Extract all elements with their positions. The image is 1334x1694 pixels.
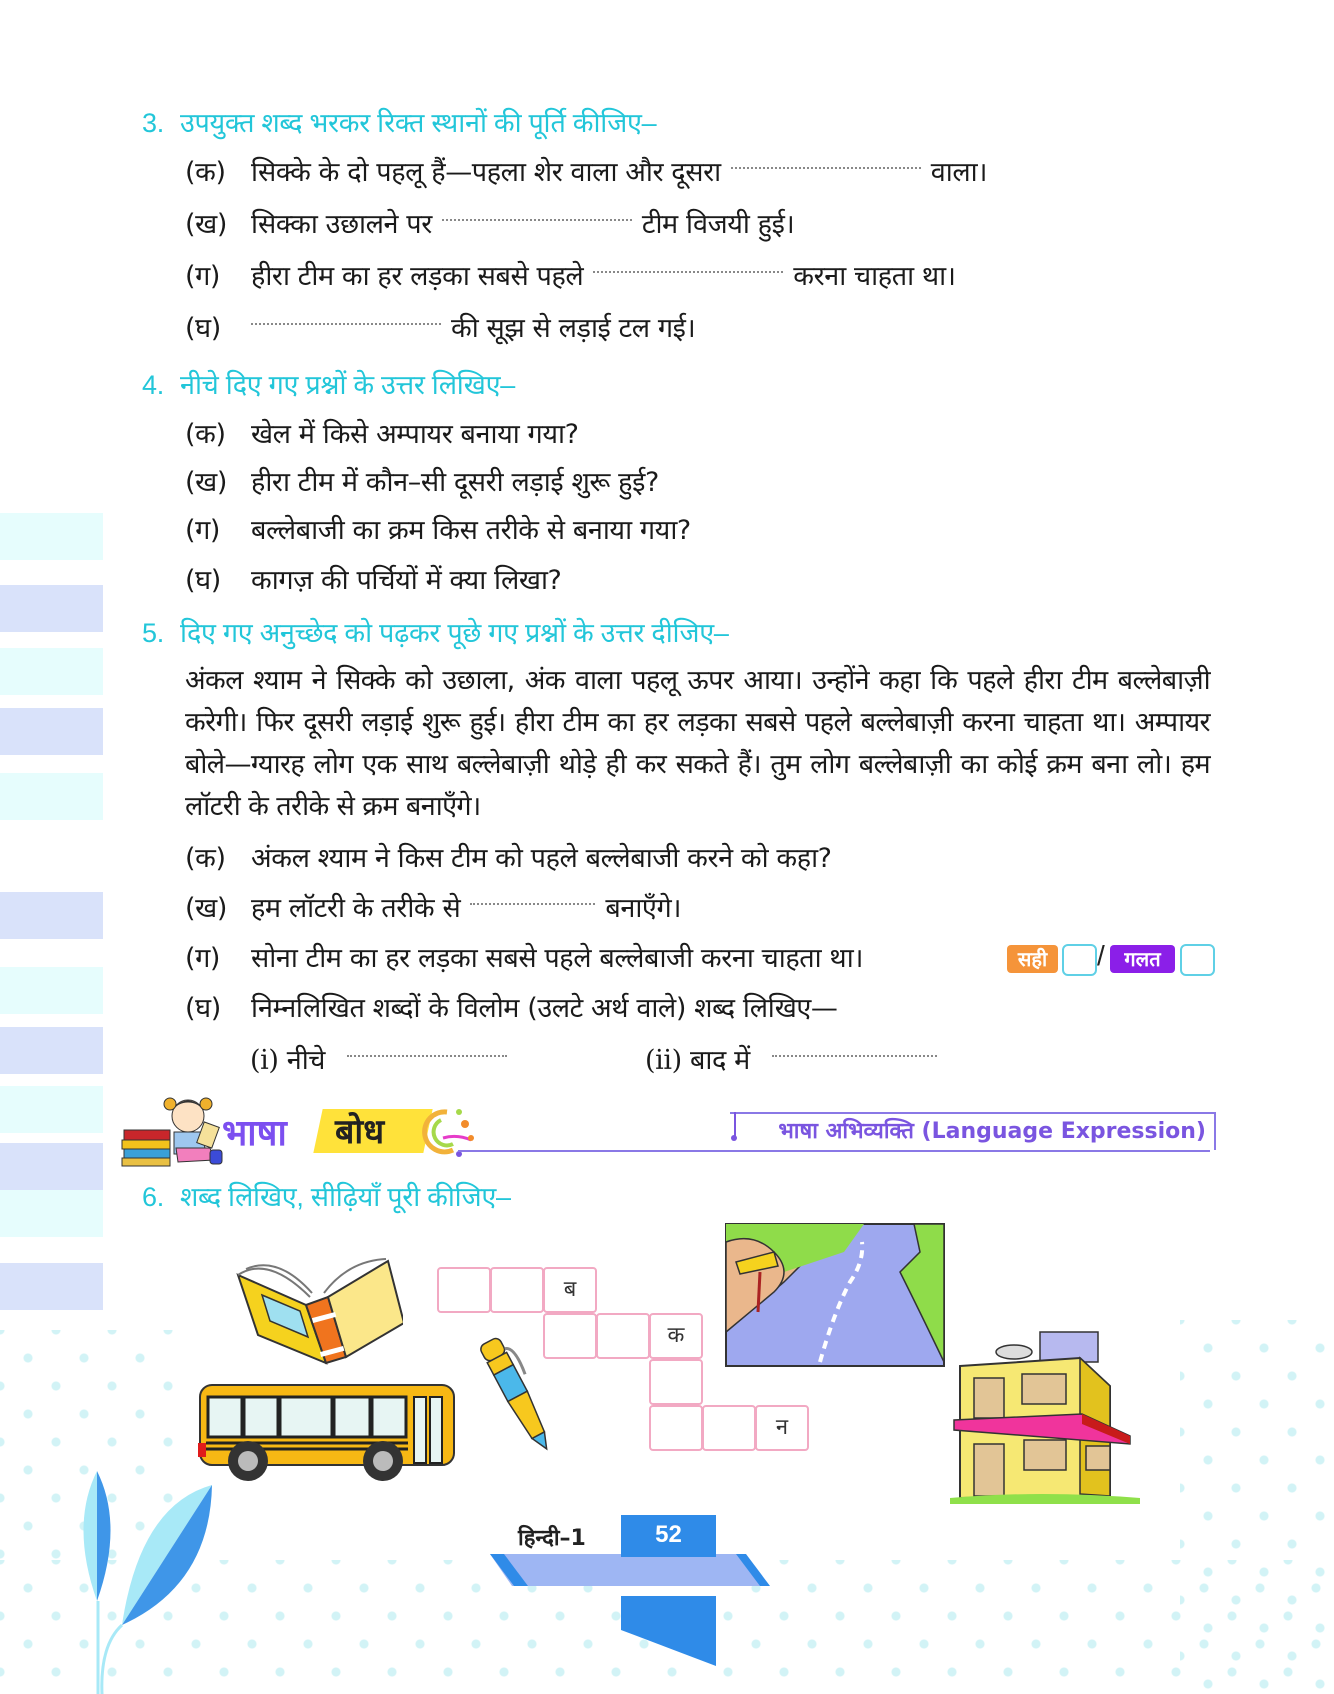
ladder-cell[interactable] — [649, 1405, 703, 1451]
ladder-cell[interactable] — [596, 1313, 650, 1359]
false-badge: गलत — [1110, 945, 1175, 973]
question-3-heading — [142, 103, 656, 140]
question-number: 3. — [142, 108, 164, 138]
q4-item-gha: (घ) कागज़ की पर्चियों में क्या लिखा? — [185, 565, 562, 596]
q5-item-gha: (घ) निम्नलिखित शब्दों के विलोम (उलटे अर्थ वाले) शब्द लिखिए— — [185, 993, 838, 1024]
page-number: 52 — [621, 1515, 716, 1557]
q3-item-kha: (ख) सिक्का उछालने पर टीम विजयी हुई। — [185, 209, 795, 240]
q4-item-ga: (ग) बल्लेबाजी का क्रम किस तरीके से बनाया गया? — [185, 515, 691, 546]
question-6-heading: 6. शब्द लिखिए, सीढ़ियाँ पूरी कीजिए– — [142, 1182, 511, 1212]
blank-field[interactable] — [347, 1055, 507, 1057]
pen-picture-icon — [478, 1330, 558, 1460]
ladder-cell[interactable]: क — [649, 1313, 703, 1359]
ladder-cell[interactable] — [702, 1405, 756, 1451]
banner-word-bhasha: भाषा — [222, 1113, 287, 1154]
girl-reading-books-icon — [118, 1088, 228, 1168]
q3-item-ga: (ग) हीरा टीम का हर लड़का सबसे पहले करना चाहता था। — [185, 261, 956, 292]
book-picture-icon — [228, 1245, 403, 1370]
blank-field[interactable] — [442, 219, 632, 221]
blank-field[interactable] — [593, 271, 783, 273]
q5-item-ka: (क) अंकल श्याम ने किस टीम को पहले बल्लेबाजी करने को कहा? — [185, 843, 832, 874]
q4-item-ka: (क) खेल में किसे अम्पायर बनाया गया? — [185, 419, 579, 450]
false-checkbox[interactable] — [1180, 944, 1215, 976]
q4-item-kha: (ख) हीरा टीम में कौन–सी दूसरी लड़ाई शुरू हुई? — [185, 467, 659, 498]
antonym-1: (i) नीचे — [250, 1040, 517, 1077]
section-label: भाषा अभिव्यक्ति (Language Expression) — [730, 1112, 1216, 1150]
ladder-cell[interactable]: ब — [543, 1267, 597, 1313]
question-5-heading: 5. दिए गए अनुच्छेद को पढ़कर पूछे गए प्रश्नों के उत्तर दीजिए– — [142, 618, 729, 648]
question-title: उपयुक्त शब्द भरकर रिक्त स्थानों की पूर्ति कीजिए– — [180, 108, 657, 138]
footer-ribbon-icon — [490, 1550, 770, 1670]
ladder-cell[interactable] — [437, 1267, 491, 1313]
ladder-cell[interactable] — [490, 1267, 544, 1313]
blank-field[interactable] — [470, 903, 595, 905]
reading-passage: अंकल श्याम ने सिक्के को उछाला, अंक वाला पहलू ऊपर आया। उन्होंने कहा कि पहले हीरा टीम बल्लेबाज़ी करेगी। फिर दूसरी लड़ाई शुरू हुई। हीरा टीम का हर लड़का सबसे पहले बल्लेबाज़ी करना चाहता था। अम्पायर बोले—ग्यारह लोग एक साथ बल्लेबाज़ी थोड़े ही कर सकते हैं। तुम लोग बल्लेबाज़ी का कोई क्रम बना लो। हम लॉटरी के तरीके से क्रम बनाएँगे। — [185, 665, 1210, 822]
antonym-2: (ii) बाद में — [645, 1040, 947, 1077]
blank-field[interactable] — [251, 323, 441, 325]
road-picture-icon — [724, 1222, 946, 1368]
q5-item-kha: (ख) हम लॉटरी के तरीके से बनाएँगे। — [185, 893, 682, 924]
separator-slash: / — [1097, 940, 1105, 971]
blank-field[interactable] — [772, 1055, 937, 1057]
question-4-heading: 4. नीचे दिए गए प्रश्नों के उत्तर लिखिए– — [142, 370, 515, 400]
subject-label: हिन्दी–1 — [518, 1526, 586, 1551]
q3-item-ka: (क) सिक्के के दो पहलू हैं—पहला शेर वाला और दूसरा वाला। — [185, 157, 988, 188]
blank-field[interactable] — [731, 167, 921, 169]
true-badge: सही — [1007, 945, 1058, 973]
banner-rule — [458, 1150, 1210, 1152]
leaf-decoration-icon — [60, 1465, 220, 1694]
q5-item-ga: (ग) सोना टीम का हर लड़का सबसे पहले बल्लेबाजी करना चाहता था। — [185, 943, 864, 974]
ladder-cell[interactable]: न — [755, 1405, 809, 1451]
bus-picture-icon — [198, 1383, 458, 1483]
banner-word-bodh: बोध — [335, 1112, 385, 1152]
q3-item-gha: (घ) की सूझ से लड़ाई टल गई। — [185, 313, 696, 344]
true-checkbox[interactable] — [1062, 944, 1097, 976]
house-picture-icon — [930, 1326, 1155, 1506]
ladder-cell[interactable] — [649, 1359, 703, 1405]
